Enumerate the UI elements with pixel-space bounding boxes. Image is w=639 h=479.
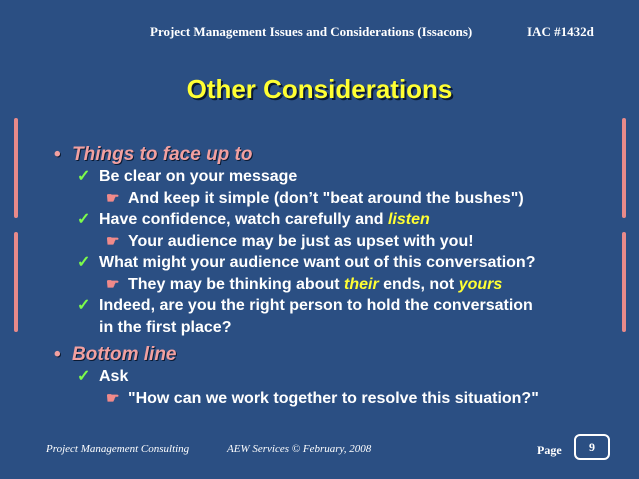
footer-company: Project Management Consulting	[46, 443, 190, 455]
checkmark-icon: ✓	[77, 168, 91, 185]
pointing-hand-icon: ☛	[106, 232, 120, 250]
checkmark-icon: ✓	[77, 297, 91, 314]
page-number: 9	[589, 439, 595, 454]
page-number-box	[574, 434, 610, 460]
list-item: ✓ What might your audience want out of this conversation?	[50, 252, 620, 274]
checkmark-icon: ✓	[77, 211, 91, 228]
highlight-word: yours	[458, 275, 503, 293]
left-accent-bar-top	[14, 118, 18, 218]
list-item: ✓ Indeed, are you the right person to hold the conversation in the first place?	[77, 297, 533, 336]
list-item: ✓ Have confidence, watch carefully and listen	[50, 209, 620, 231]
pointing-hand-icon: ☛	[106, 189, 120, 207]
sub-item: ☛ Your audience may be just as upset with you!	[50, 231, 620, 253]
slide-header	[150, 24, 600, 40]
pointing-hand-icon: ☛	[106, 275, 120, 293]
highlight-word: listen	[387, 211, 430, 228]
pointing-hand-icon: ☛	[106, 389, 120, 407]
footer-copyright: AEW Services © February, 2008	[227, 443, 372, 455]
header-code: IAC #1432d	[527, 24, 594, 39]
highlight-word: their	[344, 275, 379, 293]
round-bullet-icon: •	[54, 344, 61, 365]
checkmark-icon: ✓	[77, 254, 91, 271]
page-label: Page	[537, 443, 562, 457]
right-accent-bar-top	[622, 118, 626, 218]
sub-item: ☛ "How can we work together to resolve this situation?"	[50, 388, 620, 410]
list-item: ✓ Be clear on your message	[50, 166, 620, 188]
round-bullet-icon: •	[54, 144, 61, 165]
section-heading: • Bottom line	[54, 344, 177, 365]
checkmark-icon: ✓	[77, 368, 91, 385]
slide-title: Other Considerations	[186, 74, 453, 104]
section-heading: • Things to face up to	[54, 144, 253, 165]
slide-footer	[46, 443, 372, 455]
sub-item: ☛ And keep it simple (don’t "beat around the bushes")	[50, 188, 620, 210]
sub-item: ☛ They may be thinking about their ends, not yours	[50, 274, 620, 296]
left-accent-bar-bottom	[14, 232, 18, 332]
header-title: Project Management Issues and Considerations (Issacons)	[150, 24, 473, 39]
slide-content	[50, 143, 620, 409]
list-item: ✓ Ask	[50, 366, 620, 388]
right-accent-bar-bottom	[622, 232, 626, 332]
